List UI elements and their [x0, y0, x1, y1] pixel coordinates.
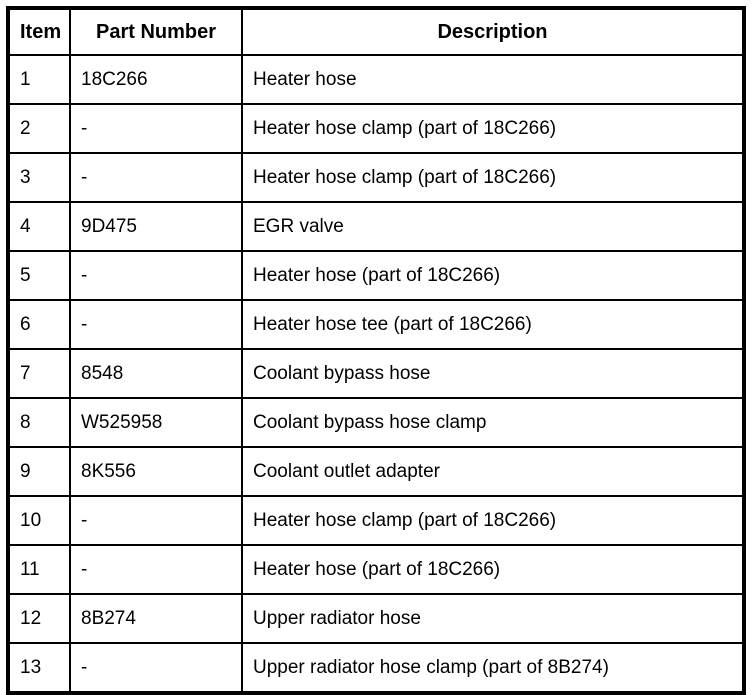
table-row	[8, 104, 744, 153]
parts-table-header	[8, 8, 744, 55]
table-row	[8, 594, 744, 643]
item-cell: 2	[8, 104, 70, 153]
table-row	[8, 153, 744, 202]
description-cell: Heater hose tee (part of 18C266)	[242, 300, 744, 349]
table-row	[8, 55, 744, 104]
description-cell: Heater hose clamp (part of 18C266)	[242, 104, 744, 153]
item-cell: 13	[8, 643, 70, 693]
item-cell: 8	[8, 398, 70, 447]
part-number-cell: -	[70, 643, 242, 693]
description-cell: Coolant bypass hose clamp	[242, 398, 744, 447]
part-number-cell: W525958	[70, 398, 242, 447]
table-row	[8, 349, 744, 398]
header-description: Description	[242, 8, 744, 55]
description-cell: Upper radiator hose	[242, 594, 744, 643]
table-row	[8, 398, 744, 447]
table-row	[8, 447, 744, 496]
table-row	[8, 545, 744, 594]
part-number-cell: -	[70, 496, 242, 545]
part-number-cell: -	[70, 300, 242, 349]
part-number-cell: 9D475	[70, 202, 242, 251]
description-cell: Upper radiator hose clamp (part of 8B274)	[242, 643, 744, 693]
description-cell: Heater hose (part of 18C266)	[242, 545, 744, 594]
header-item: Item	[8, 8, 70, 55]
part-number-cell: 8B274	[70, 594, 242, 643]
part-number-cell: 8K556	[70, 447, 242, 496]
table-row	[8, 496, 744, 545]
item-cell: 9	[8, 447, 70, 496]
item-cell: 7	[8, 349, 70, 398]
header-part-number: Part Number	[70, 8, 242, 55]
description-cell: Heater hose clamp (part of 18C266)	[242, 153, 744, 202]
parts-table-body	[8, 55, 744, 693]
table-row	[8, 251, 744, 300]
description-cell: Heater hose	[242, 55, 744, 104]
item-cell: 1	[8, 55, 70, 104]
header-row	[8, 8, 744, 55]
table-row	[8, 300, 744, 349]
item-cell: 4	[8, 202, 70, 251]
part-number-cell: 18C266	[70, 55, 242, 104]
table-row	[8, 643, 744, 693]
description-cell: Coolant bypass hose	[242, 349, 744, 398]
description-cell: EGR valve	[242, 202, 744, 251]
part-number-cell: -	[70, 545, 242, 594]
item-cell: 6	[8, 300, 70, 349]
table-row	[8, 202, 744, 251]
part-number-cell: -	[70, 104, 242, 153]
description-cell: Heater hose (part of 18C266)	[242, 251, 744, 300]
description-cell: Heater hose clamp (part of 18C266)	[242, 496, 744, 545]
part-number-cell: -	[70, 153, 242, 202]
part-number-cell: -	[70, 251, 242, 300]
description-cell: Coolant outlet adapter	[242, 447, 744, 496]
item-cell: 5	[8, 251, 70, 300]
item-cell: 10	[8, 496, 70, 545]
item-cell: 12	[8, 594, 70, 643]
item-cell: 11	[8, 545, 70, 594]
parts-table	[6, 6, 746, 695]
item-cell: 3	[8, 153, 70, 202]
part-number-cell: 8548	[70, 349, 242, 398]
